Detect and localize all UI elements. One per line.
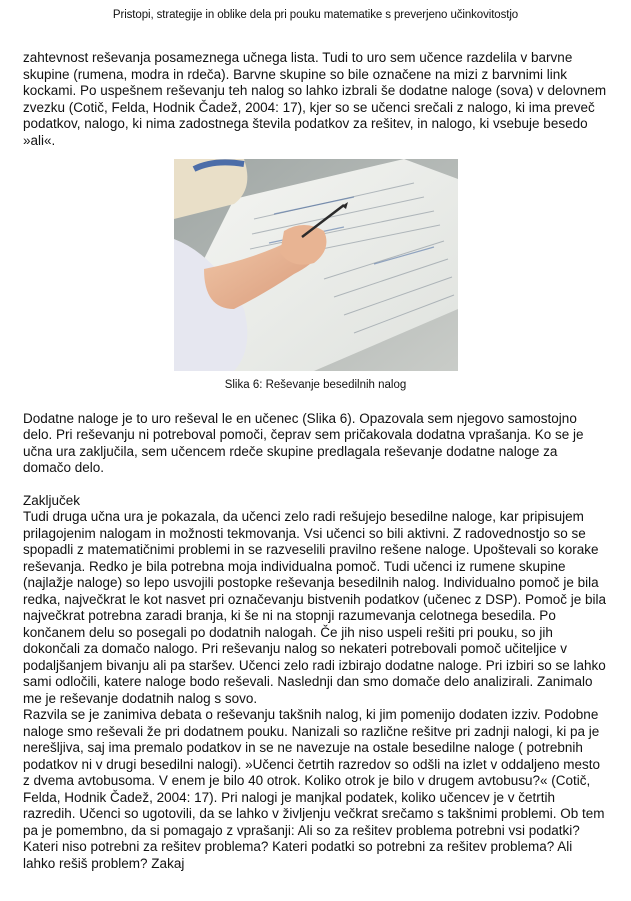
- paragraph: Dodatne naloge je to uro reševal le en učenec (Slika 6). Opazovala sem njegovo samostojno delo. Pri reševanju ni potreboval pomoči, čeprav sem pričakovala dodatna vprašanja. Ko se je učna ura zaključila, sem učencem rdeče skupine predlagala reševanje dodatne naloge za domačo delo.: [23, 410, 584, 475]
- section-heading: Zaključek: [23, 492, 81, 508]
- paragraph: Tudi druga učna ura je pokazala, da učenci zelo radi rešujejo besedilne naloge, kar pripisujem prilagojenim nalogam in možnosti tekmovanja. Vsi učenci so bili aktivni. Z radovednostjo so se spopadli z matematičnimi problemi in se razveselili pravilno rešene naloge. Upoštevali so korake reševanja. Redko je bila potrebna moja individualna pomoč. Tudi učenci iz rumene skupine (najlažje naloge) so lepo usvojili postopke reševanja besedilnih nalog. Individualno pomoč je bila redka, največkrat le kot nasvet pri označevanju bistvenih podatkov (učenec z DSP). Pomoč je bila največkrat potrebna zaradi branja, ki še ni na stopnji razumevanja celotnega besedila. Po končanem delu so posegali po dodatnih nalogah. Če jih niso uspeli rešiti pri pouku, so jih dokončali za domačo nalogo. Pri reševanju nalog so nekateri potrebovali pomoč učiteljice v podaljšanjem bivanju ali pa staršev. Učenci zelo radi izbirajo dodatne naloge. Pri izbiri so se lahko sami odločili, katere naloge bodo reševali. Naslednji dan smo domače delo analizirali. Zanimalo me je reševanje dodatnih nalog s sovo.: [23, 509, 607, 706]
- running-header: Pristopi, strategije in oblike dela pri pouku matematike s preverjeno učinkovitostjo: [112, 9, 519, 21]
- photo-child-writing: [174, 159, 458, 371]
- paragraph: zahtevnost reševanja posameznega učnega lista. Tudi to uro sem učence razdelila v barvne skupine (rumena, modra in rdeča). Barvne skupine so bile označene na mizi z barvnimi link kockami. Po uspešnem reševanju teh nalog so lahko izbrali še dodatne naloge (sova) v delovnem zvezku (Cotič, Felda, Hodnik Čadež, 2004: 17), kjer so se učenci srečali z nalogo, ki ima preveč podatkov, nalogo, ki nima zadostnega števila podatkov za rešitev, in nalogo, ki vsebuje besedo »ali«.: [23, 50, 607, 148]
- figure: [23, 159, 608, 393]
- paragraph: Razvila se je zanimiva debata o reševanju takšnih nalog, ki jim pomenijo dodaten izziv. Podobne naloge smo reševali že pri dodatnem pouku. Nanizali so različne rešitve pri zadnji nalogi, ki pa je nerešljiva, saj ima premalo podatkov in se ne navezuje na ostale besedilne naloge ( potrebnih podatkov ni v drugi besedilni nalogi). »Učenci četrtih razredov so odšli na izlet v oddaljeno mesto z dvema avtobusoma. V enem je bilo 40 otrok. Koliko otrok je bilo v drugem avtobusu?« (Cotič, Felda, Hodnik Čadež, 2004: 17). Pri nalogi je manjkal podatek, koliko učencev je v četrtih razredih. Učenci so ugotovili, da se lahko v življenju večkrat srečamo s takšnimi problemi. Ob tem pa je pomembno, da si pomagajo z vprašanji: Ali so za rešitev problema potrebni vsi podatki? Kateri niso potrebni za rešitev problema? Kateri podatki so potrebni za rešitev problema? Ali lahko rešiš problem? Zakaj: [23, 707, 605, 871]
- figure-caption: Slika 6: Reševanje besedilnih nalog: [224, 378, 407, 391]
- page-body: [23, 50, 608, 872]
